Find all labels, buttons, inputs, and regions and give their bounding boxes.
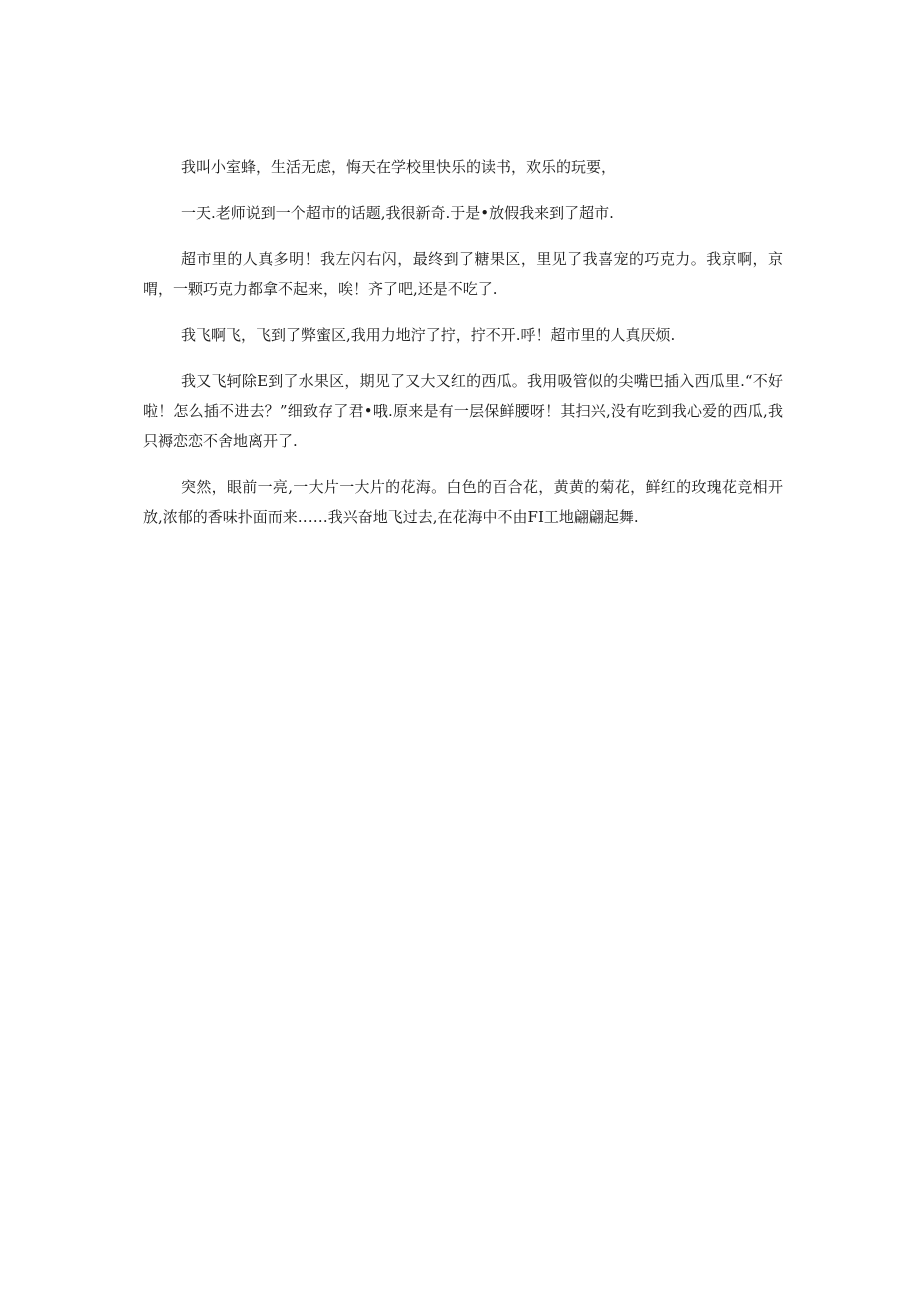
paragraph-4: 我飞啊飞，飞到了弊蜜区,我用力地泞了拧，拧不开.呼！超市里的人真厌烦.	[181, 326, 676, 344]
paragraph-2: 一天.老师说到一个超市的话题,我很新奇.于是•放假我来到了超市.	[181, 204, 614, 222]
paragraph-5: 我又飞轲除E到了水果区，期见了又大又红的西瓜。我用吸管似的尖嘴巴插入西瓜里.“不好啦！怎么插不进去？”细致存了君•哦.原来是有一层保鲜腰呀！其扫兴,没有吃到我心爱的西瓜,我只褥恋恋不舍地离开了.	[143, 372, 783, 450]
document-body	[143, 152, 783, 548]
paragraph-3: 超市里的人真多明！我左闪右闪，最终到了糖果区，里见了我喜宠的巧克力。我京啊，京喟，一颗巧克力都拿不起来，唉！齐了吧,还是不吃了.	[143, 250, 783, 298]
paragraph-1: 我叫小室蜂，生活无虑，悔天在学校里快乐的读书，欢乐的玩要，	[181, 158, 617, 176]
paragraph-6: 突然，眼前一亮,一大片一大片的花海。白色的百合花，黄黄的菊花，鲜红的玫瑰花竞相开放,浓郁的香味扑面而来……我兴奋地飞过去,在花海中不由FI工地翩翩起舞.	[143, 478, 783, 526]
